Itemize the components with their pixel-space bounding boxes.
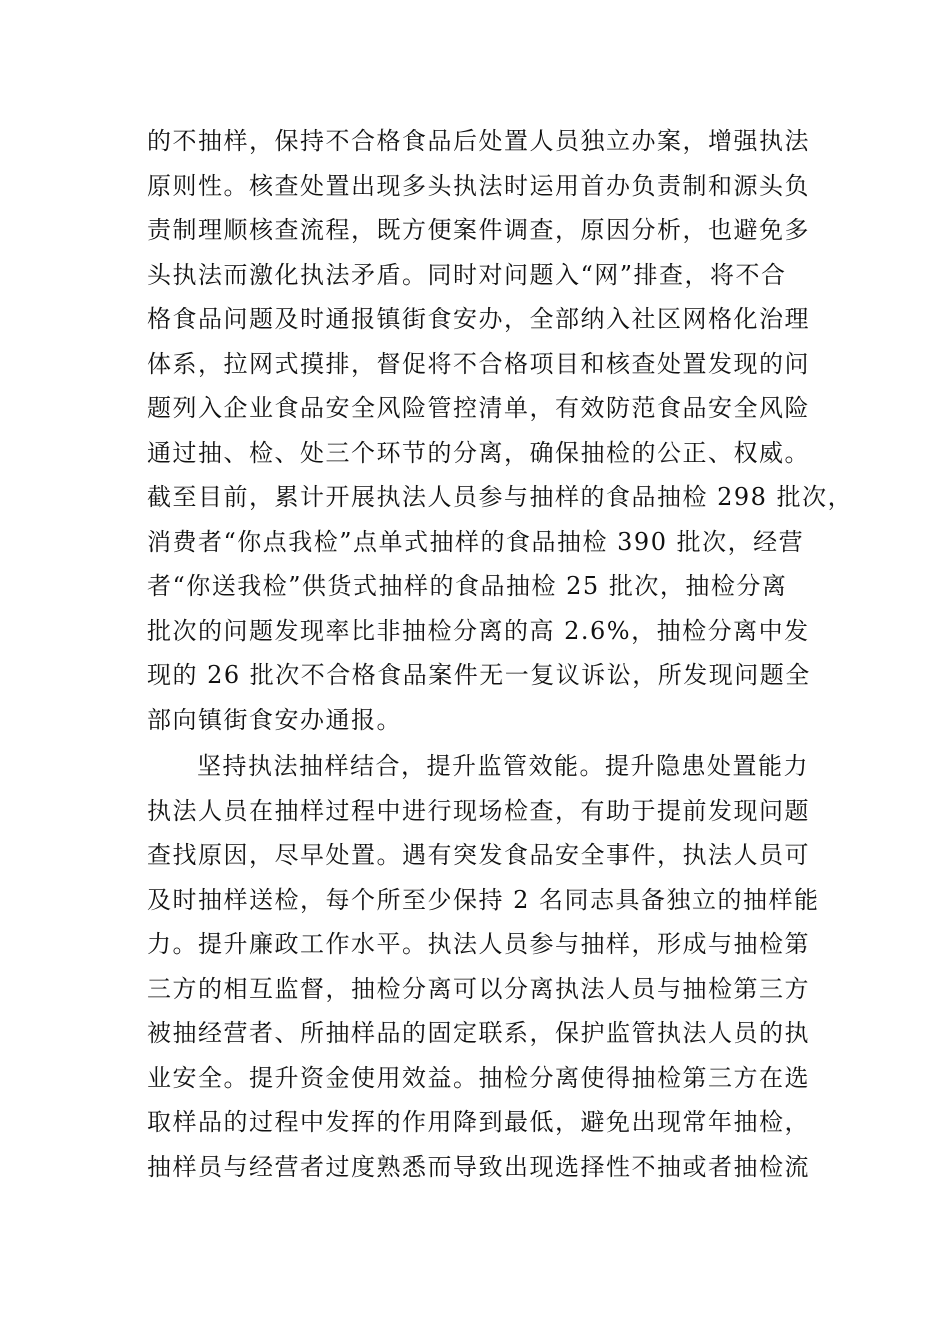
text-line: 责制理顺核查流程，既方便案件调查，原因分析，也避免多 — [147, 216, 810, 244]
text-line: 头执法而激化执法矛盾。同时对问题入“网”排查，将不合 — [147, 260, 787, 289]
text-line: 力。提升廉政工作水平。执法人员参与抽样，形成与抽检第 — [147, 930, 810, 958]
text-line: 格食品问题及时通报镇街食安办，全部纳入社区网格化治理 — [147, 305, 810, 333]
text-line: 查找原因，尽早处置。遇有突发食品安全事件，执法人员可 — [147, 841, 810, 869]
text-line: 及时抽样送检，每个所至少保持 2 名同志具备独立的抽样能 — [147, 885, 820, 914]
text-line: 原则性。核查处置出现多头执法时运用首办负责制和源头负 — [147, 171, 810, 200]
paragraph-2 — [147, 744, 820, 1189]
text-line: 通过抽、检、处三个环节的分离，确保抽检的公正、权威。 — [147, 438, 810, 467]
text-line: 者“你送我检”供货式抽样的食品抽检 25 批次，抽检分离 — [147, 572, 788, 600]
paragraph-1 — [147, 119, 854, 742]
text-line: 题列入企业食品安全风险管控清单，有效防范食品安全风险 — [147, 394, 810, 422]
text-line: 三方的相互监督，抽检分离可以分离执法人员与抽检第三方 — [147, 974, 810, 1003]
text-line: 的不抽样，保持不合格食品后处置人员独立办案，增强执法 — [147, 127, 810, 155]
text-line: 消费者“你点我检”点单式抽样的食品抽检 390 批次，经营 — [147, 527, 805, 556]
text-line: 抽样员与经营者过度熟悉而导致出现选择性不抽或者抽检流 — [147, 1152, 810, 1181]
text-line: 坚持执法抽样结合，提升监管效能。提升隐患处置能力 — [197, 752, 809, 780]
text-line: 部向镇街食安办通报。 — [147, 705, 402, 734]
body-text — [147, 119, 854, 1189]
text-line: 截至目前，累计开展执法人员参与抽样的食品抽检 298 批次， — [147, 483, 854, 511]
text-line: 被抽经营者、所抽样品的固定联系，保护监管执法人员的执 — [147, 1019, 810, 1047]
text-line: 业安全。提升资金使用效益。抽检分离使得抽检第三方在选 — [147, 1063, 810, 1092]
text-line: 批次的问题发现率比非抽检分离的高 2.6%，抽检分离中发 — [147, 616, 810, 645]
text-line: 体系，拉网式摸排，督促将不合格项目和核查处置发现的问 — [147, 349, 810, 378]
text-line: 执法人员在抽样过程中进行现场检查，有助于提前发现问题 — [147, 796, 810, 825]
text-line: 取样品的过程中发挥的作用降到最低，避免出现常年抽检， — [147, 1108, 810, 1136]
text-line: 现的 26 批次不合格食品案件无一复议诉讼，所发现问题全 — [147, 661, 811, 689]
